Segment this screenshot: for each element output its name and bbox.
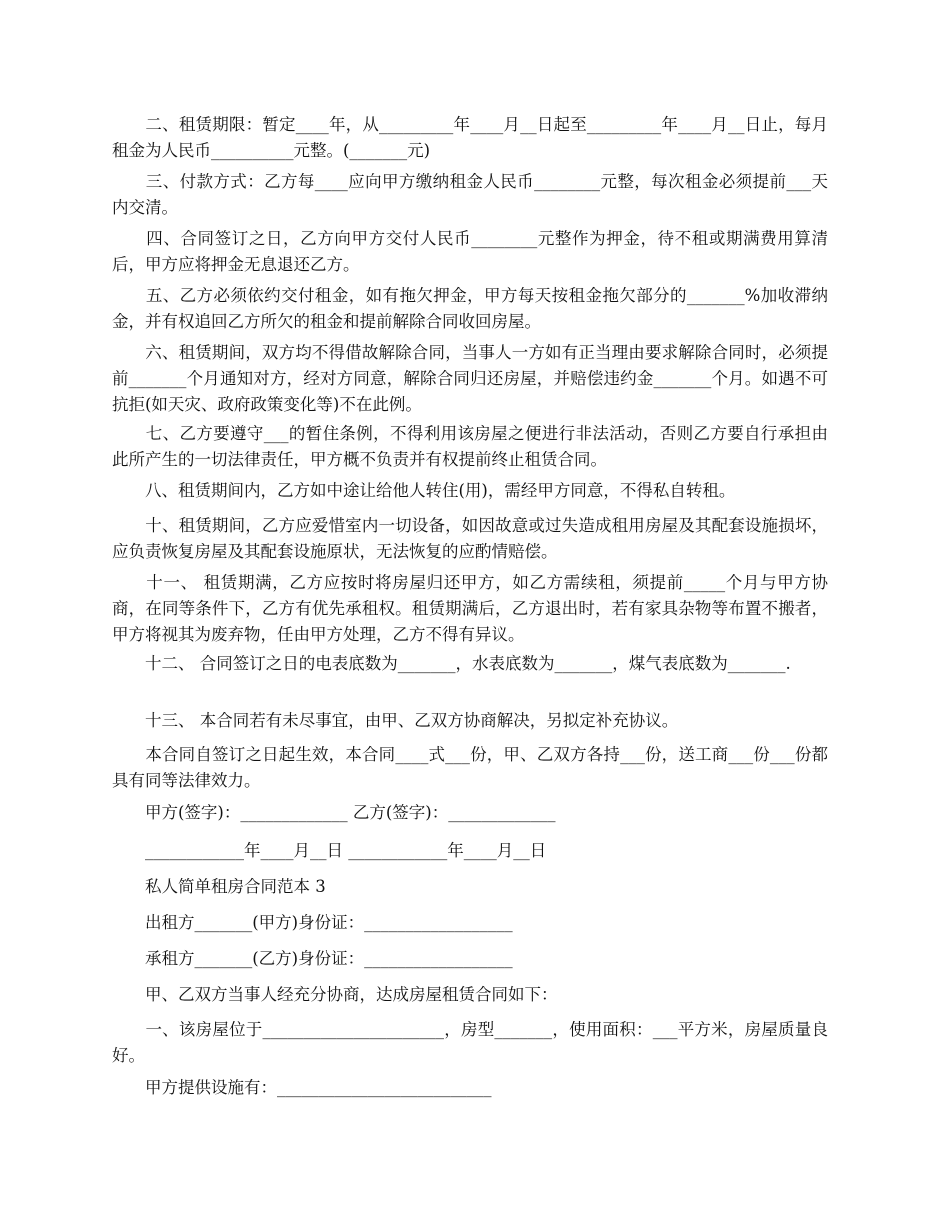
clause-supplementary: 十三、 本合同若有未尽事宜，由甲、乙双方协商解决，另拟定补充协议。 [112,711,679,730]
contract-title: 私人简单租房合同范本 3 [112,877,326,896]
clause-lease-term: 二、租赁期限：暂定____年，从_________年____月__日起至_________年____月__日止，每月租金为人民币__________元整。(_______元) [112,115,828,160]
clause-equipment: 十、租赁期间，乙方应爱惜室内一切设备，如因故意或过失造成租用房屋及其配套设施损坏，应负责恢复房屋及其配套设施原状，无法恢复的应酌情赔偿。 [112,516,828,561]
agreement-intro: 甲、乙双方当事人经充分协商，达成房屋租赁合同如下： [112,985,558,1004]
clause-residence-rules: 七、乙方要遵守___的暂住条例，不得利用该房屋之便进行非法活动，否则乙方要自行承担由此所产生的一切法律责任，甲方概不负责并有权提前终止租赁合同。 [112,424,828,469]
facilities-line: 甲方提供设施有：__________________________ [112,1078,492,1097]
clause-property-location: 一、该房屋位于______________________，房型_______，使用面积：___平方米，房屋质量良好。 [112,1020,828,1065]
lessor-line: 出租方_______(甲方)身份证：__________________ [112,913,513,932]
clause-meter-readings: 十二、 合同签订之日的电表底数为_______，水表底数为_______，煤气表底数为_______. [112,654,791,673]
signature-date-line: ____________年____月__日 ____________年____月__日 [112,841,547,860]
clause-deposit: 四、合同签订之日，乙方向甲方交付人民币________元整作为押金，待不租或期满费用算清后，甲方应将押金无息退还乙方。 [112,229,828,274]
lessee-line: 承租方_______(乙方)身份证：__________________ [112,949,513,968]
clause-renewal: 十一、 租赁期满，乙方应按时将房屋归还甲方，如乙方需续租，须提前_____个月与甲方协商，在同等条件下，乙方有优先承租权。租赁期满后，乙方退出时，若有家具杂物等布置不搬者，甲方将视其为废弃物，任由甲方处理，乙方不得有异议。 [112,573,828,644]
clause-payment-method: 三、付款方式：乙方每____应向甲方缴纳租金人民币________元整，每次租金必须提前___天内交清。 [112,172,828,217]
signature-line: 甲方(签字)：_____________ 乙方(签字)：_____________ [112,803,556,822]
clause-termination: 六、租赁期间，双方均不得借故解除合同，当事人一方如有正当理由要求解除合同时，必须提前_______个月通知对方，经对方同意，解除合同归还房屋，并赔偿违约金_______个月。如遇不可抗拒(如天灾、政府政策变化等)不在此例。 [112,343,828,414]
clause-late-fee: 五、乙方必须依约交付租金，如有拖欠押金，甲方每天按租金拖欠部分的_______%加收滞纳金，并有权追回乙方所欠的租金和提前解除合同收回房屋。 [112,286,828,331]
clause-sublease: 八、租赁期间内，乙方如中途让给他人转住(用)，需经甲方同意，不得私自转租。 [112,481,736,500]
clause-effectiveness: 本合同自签订之日起生效，本合同____式___份，甲、乙双方各持___份，送工商___份___份都具有同等法律效力。 [112,745,828,790]
